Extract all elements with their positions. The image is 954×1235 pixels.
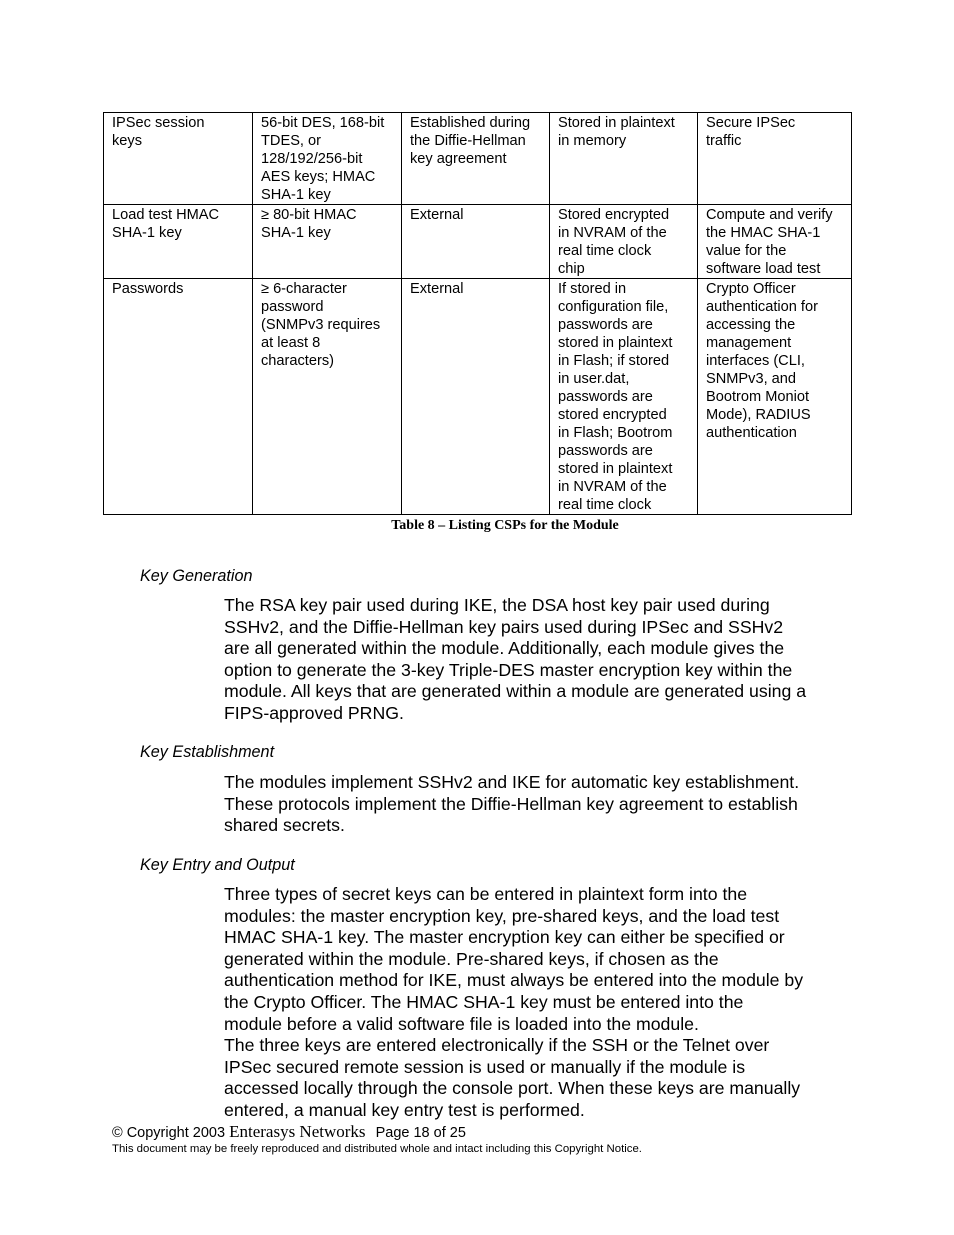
- csp-name-cell: IPSec session keys: [104, 113, 253, 205]
- csp-generation-cell: External: [402, 279, 550, 515]
- csp-use-cell: Secure IPSec traffic: [698, 113, 852, 205]
- csp-storage-cell: Stored encrypted in NVRAM of the real time clock chip: [550, 205, 698, 279]
- footer-copyright-line: [112, 1122, 466, 1142]
- csp-use-cell: Compute and verify the HMAC SHA-1 value for the software load test: [698, 205, 852, 279]
- csp-type-cell: ≥ 6-character password (SNMPv3 requires at least 8 characters): [253, 279, 402, 515]
- csp-use-cell: Crypto Officer authentication for accessing the management interfaces (CLI, SNMPv3, and Bootrom Moniot Mode), RADIUS authentication: [698, 279, 852, 515]
- csp-storage-cell: Stored in plaintext in memory: [550, 113, 698, 205]
- csp-generation-cell: External: [402, 205, 550, 279]
- csp-type-cell: 56-bit DES, 168-bit TDES, or 128/192/256-bit AES keys; HMAC SHA-1 key: [253, 113, 402, 205]
- footer-notice: This document may be freely reproduced and distributed whole and intact including this Copyright Notice.: [112, 1143, 642, 1155]
- footer-copyright: © Copyright 2003: [112, 1125, 226, 1141]
- table-caption: Table 8 – Listing CSPs for the Module: [391, 518, 619, 533]
- csp-generation-cell: Established during the Diffie-Hellman key agreement: [402, 113, 550, 205]
- csp-name-cell: Load test HMAC SHA-1 key: [104, 205, 253, 279]
- table-row: [104, 205, 852, 279]
- footer-company: Enterasys Networks: [229, 1122, 366, 1141]
- paragraph-key-entry-output: Three types of secret keys can be entered in plaintext form into the modules: the master encryption key, pre-shared keys, and the load test HMAC SHA-1 key. The master encryption key can either be specified or generated within the module. Pre-shared keys, if chosen as the authentication method for IKE, must always be entered into the module by the Crypto Officer. The HMAC SHA-1 key must be entered into the module before a valid software file is loaded into the module. The three keys are entered electronically if the SSH or the Telnet over IPSec secured remote session is used or manually if the module is accessed locally through the console port. When these keys are manually entered, a manual key entry test is performed.: [224, 884, 804, 1120]
- table-row: [104, 113, 852, 205]
- csp-type-cell: ≥ 80-bit HMAC SHA-1 key: [253, 205, 402, 279]
- csp-name-cell: Passwords: [104, 279, 253, 515]
- footer-page-number: Page 18 of 25: [375, 1125, 466, 1141]
- section-heading-key-generation: Key Generation: [140, 567, 253, 585]
- csp-storage-cell: If stored in configuration file, passwords are stored in plaintext in Flash; if stored in user.dat, passwords are stored encrypted in Flash; Bootrom passwords are stored in plaintext in NVRAM of the real time clock: [550, 279, 698, 515]
- paragraph-key-establishment: The modules implement SSHv2 and IKE for automatic key establishment. These protocols implement the Diffie-Hellman key agreement to establish shared secrets.: [224, 772, 800, 836]
- section-heading-key-entry-output: Key Entry and Output: [140, 856, 295, 874]
- csp-table: [103, 112, 852, 515]
- section-heading-key-establishment: Key Establishment: [140, 743, 275, 761]
- paragraph-key-generation: The RSA key pair used during IKE, the DSA host key pair used during SSHv2, and the Diffie-Hellman key pairs used during IPSec and SSHv2 are all generated within the module. Additionally, each module gives the option to generate the 3-key Triple-DES master encryption key within the module. All keys that are generated within a module are generated using a FIPS-approved PRNG.: [224, 595, 807, 723]
- table-row: [104, 279, 852, 515]
